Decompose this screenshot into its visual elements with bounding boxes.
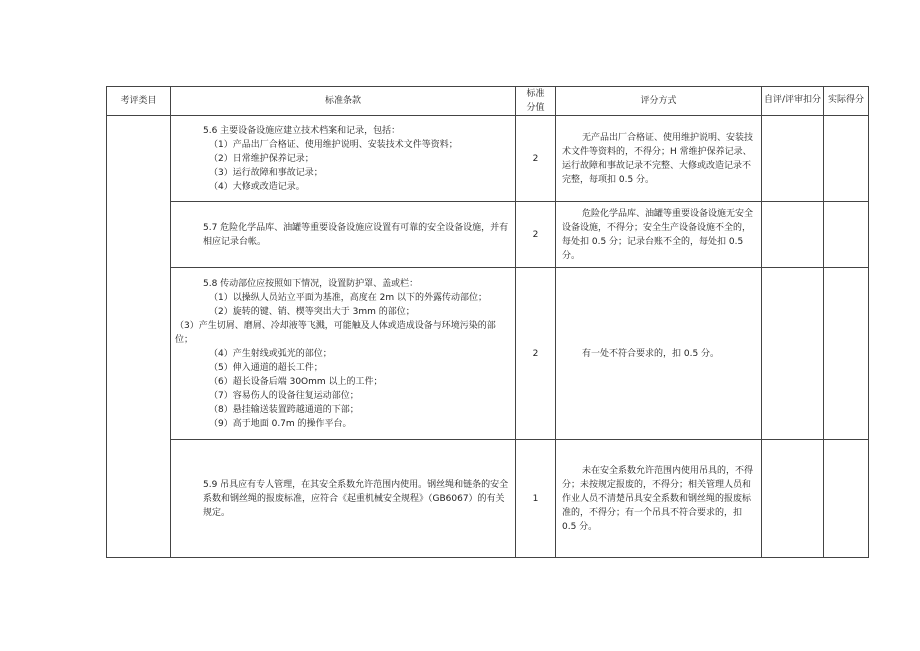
standard-line: 5.7 危险化学品库、油罐等重要设备设施应设置有可靠的安全设备设施，并有相应记录台帐。 (203, 222, 509, 247)
actual-score-cell[interactable] (824, 116, 869, 202)
table-row (107, 268, 869, 440)
category-cell (107, 116, 171, 558)
method-text: 危险化学品库、油罐等重要设备设施无安全设备设施，不得分；安全生产设备设施不全的，每处扣 0.5 分；记录台账不全的，每处扣 0.5 分。 (562, 208, 754, 261)
standard-line: （4）产生射线或弧光的部位； (209, 348, 332, 359)
standard-line: （2）旋转的键、销、楔等突出大于 3mm 的部位； (209, 306, 415, 317)
standard-line: （8）悬挂输送装置跨越通道的下部； (209, 404, 359, 415)
actual-score-cell[interactable] (824, 202, 869, 268)
standard-line: 5.8 传动部位应按照如下情况，设置防护罩、盖或栏： (203, 278, 419, 289)
score-cell: 2 (516, 268, 556, 440)
standard-line: （6）超长设备后端 30Omm 以上的工件； (209, 376, 383, 387)
actual-score-cell[interactable] (824, 440, 869, 558)
header-row (107, 87, 869, 116)
standard-cell (171, 268, 516, 440)
self-review-cell[interactable] (762, 116, 824, 202)
self-review-cell[interactable] (762, 202, 824, 268)
method-text: 有一处不符合要求的，扣 0.5 分。 (582, 348, 720, 359)
standard-line: 5.6 主要设备设施应建立技术档案和记录，包括： (203, 125, 401, 136)
evaluation-table (106, 86, 869, 558)
header-score-line2: 分值 (526, 103, 545, 113)
method-cell (556, 440, 762, 558)
standard-cell (171, 202, 516, 268)
method-cell (556, 268, 762, 440)
standard-line: （9）高于地面 0.7m 的操作平台。 (209, 418, 352, 429)
standard-line: （3）产生切屑、磨屑、冷却液等飞溅，可能触及人体或造成设备与环境污染的部位； (175, 320, 496, 345)
standard-line: （7）容易伤人的设备往复运动部位； (209, 390, 359, 401)
header-method: 评分方式 (556, 87, 762, 116)
header-standard: 标准条款 (171, 87, 516, 116)
standard-line: 5.9 吊具应有专人管理，在其安全系数允许范围内使用。钢丝绳和链条的安全系数和钢丝绳的报废标准，应符合《起重机械安全规程》（GB6067）的有关规定。 (203, 479, 509, 518)
actual-score-cell[interactable] (824, 268, 869, 440)
table-row (107, 202, 869, 268)
header-self-review: 自评/评审扣分 (762, 87, 824, 116)
standard-line: （1）产品出厂合格证、使用维护说明、安装技术文件等资料； (209, 139, 458, 150)
score-cell: 1 (516, 440, 556, 558)
header-actual-score: 实际得分 (824, 87, 869, 116)
header-score (516, 87, 556, 116)
header-category: 考评类目 (107, 87, 171, 116)
method-text: 未在安全系数允许范围内使用吊具的，不得分；未按规定报废的，不得分；相关管理人员和作业人员不清楚吊具安全系数和钢丝绳的报废标准的，不得分；有一个吊具不符合要求的，扣 0.5 分。 (562, 465, 754, 532)
standard-cell (171, 116, 516, 202)
method-cell (556, 202, 762, 268)
self-review-cell[interactable] (762, 440, 824, 558)
standard-line: （2）日常维护保养记录； (209, 153, 314, 164)
standard-line: （3）运行故障和事故记录； (209, 167, 323, 178)
standard-line: （1）以操纵人员站立平面为基准，高度在 2m 以下的外露传动部位； (209, 292, 487, 303)
table-row (107, 116, 869, 202)
standard-line: （5）伸入通道的超长工件； (209, 362, 323, 373)
self-review-cell[interactable] (762, 268, 824, 440)
header-score-line1: 标准 (526, 89, 545, 99)
standard-cell (171, 440, 516, 558)
method-text: 无产品出厂合格证、使用维护说明、安装技术文件等资料的，不得分；H 常维护保养记录、运行故障和事故记录不完整、大修或改造记录不完整，每项扣 0.5 分。 (562, 132, 754, 185)
score-cell: 2 (516, 202, 556, 268)
method-cell (556, 116, 762, 202)
score-cell: 2 (516, 116, 556, 202)
standard-line: （4）大修或改造记录。 (209, 181, 305, 192)
table-row (107, 440, 869, 558)
